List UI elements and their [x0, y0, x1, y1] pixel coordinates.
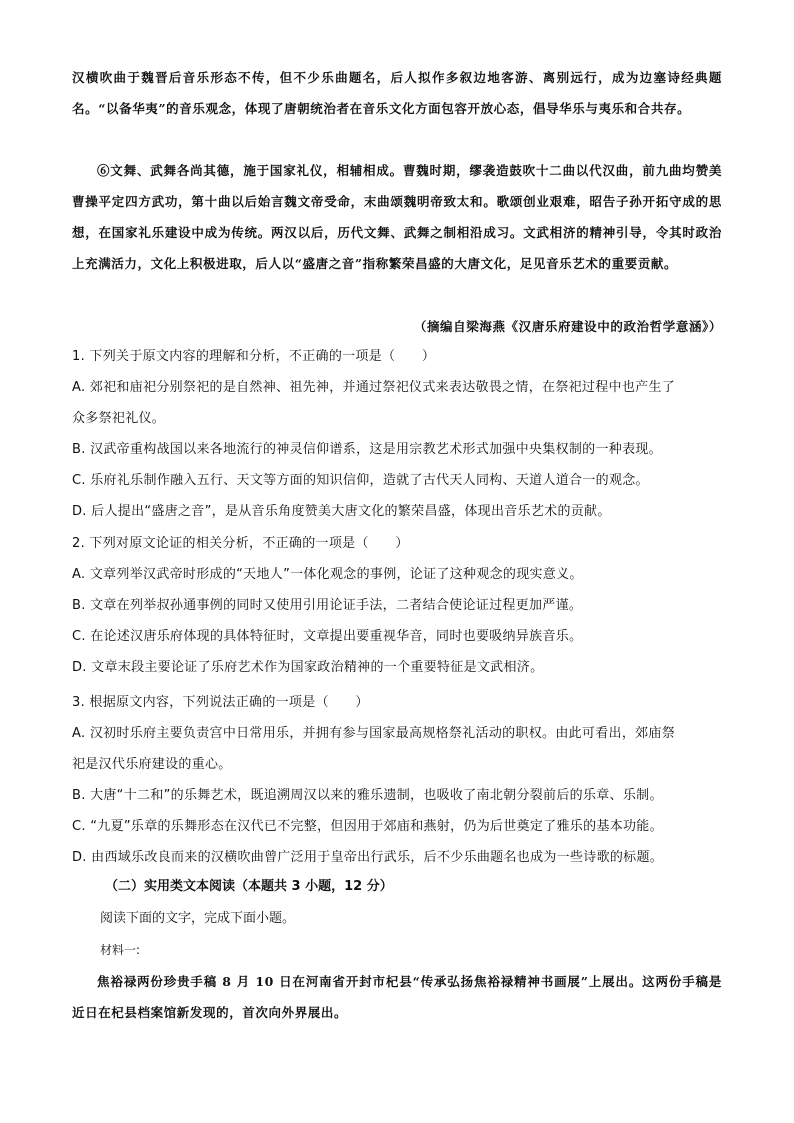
question-3	[72, 687, 722, 873]
question-2-option-c: C. 在论述汉唐乐府体现的具体特征时，文章提出要重视华音，同时也要吸纳异族音乐。	[72, 629, 583, 644]
passage-paragraph-continued: 汉横吹曲于魏晋后音乐形态不传，但不少乐曲题名，后人拟作多叙边地客游、离别远行，成为边塞诗经典题名。“以备华夷”的音乐观念，体现了唐朝统治者在音乐文化方面包容开放心态，倡导华乐与夷乐和合共存。	[72, 70, 722, 116]
question-2-stem: 2. 下列对原文论证的相关分析，不正确的一项是（ ）	[72, 536, 409, 551]
question-3-option-a-cont: 祀是汉代乐府建设的重心。	[72, 757, 232, 772]
passage-source: （摘编自梁海燕《汉唐乐府建设中的政治哲学意涵》）	[413, 319, 722, 334]
question-2-option-b: B. 文章在列举叔孙通事例的同时又使用引用论证手法，二者结合使论证过程更加严谨。	[72, 598, 583, 613]
question-1-option-d: D. 后人提出“盛唐之音”，是从音乐角度赞美大唐文化的繁荣昌盛，体现出音乐艺术的贡献。	[72, 504, 611, 519]
question-2-option-d: D. 文章末段主要论证了乐府艺术作为国家政治精神的一个重要特征是文武相济。	[72, 660, 544, 675]
question-1-option-a: A. 郊祀和庙祀分别祭祀的是自然神、祖先神，并通过祭祀仪式来表达敬畏之情，在祭祀过程中也产生了	[72, 380, 676, 395]
question-3-option-c: C. “九夏”乐章的乐舞形态在汉代已不完整，但因用于郊庙和燕射，仍为后世奠定了雅乐的基本功能。	[72, 819, 663, 834]
material-text: 焦裕禄两份珍贵手稿 8 月 10 日在河南省开封市杞县“传承弘扬焦裕禄精神书画展”上展出。这两份手稿是近日在杞县档案馆新发现的，首次向外界展出。	[72, 974, 722, 1020]
question-1-option-b: B. 汉武帝重构战国以来各地流行的神灵信仰谱系，这是用宗教艺术形式加强中央集权制的一种表现。	[72, 442, 662, 457]
question-1-option-a-cont: 众多祭祀礼仪。	[72, 411, 166, 426]
reading-instruction: 阅读下面的文字，完成下面小题。	[100, 911, 296, 926]
question-3-option-a: A. 汉初时乐府主要负责宫中日常用乐，并拥有参与国家最高规格祭礼活动的职权。由此可看出，郊庙祭	[72, 726, 676, 741]
question-3-stem: 3. 根据原文内容，下列说法正确的一项是（ ）	[72, 695, 369, 710]
section-heading: （二）实用类文本阅读（本题共 3 小题，12 分）	[105, 879, 393, 894]
question-3-option-d: D. 由西域乐改良而来的汉横吹曲曾广泛用于皇帝出行武乐，后不少乐曲题名也成为一些诗歌的标题。	[72, 850, 664, 865]
question-1	[72, 341, 722, 527]
question-2-option-a: A. 文章列举汉武帝时形成的“天地人”一体化观念的事例，论证了这种观念的现实意义。	[72, 567, 583, 582]
question-2	[72, 528, 722, 683]
question-1-option-c: C. 乐府礼乐制作融入五行、天文等方面的知识信仰，造就了古代天人同构、天道人道合一的观念。	[72, 473, 649, 488]
material-label: 材料一:	[100, 943, 141, 957]
passage-paragraph-6: ⑥文舞、武舞各尚其德，施于国家礼仪，相辅相成。曹魏时期，缪袭造鼓吹十二曲以代汉曲，前九曲均赞美曹操平定四方武功，第十曲以后始言魏文帝受命，末曲颂魏明帝致太和。歌颂创业艰难，昭告子孙开拓守成的思想，在国家礼乐建设中成为传统。两汉以后，历代文舞、武舞之制相沿成习。文武相济的精神引导，令其时政治上充满活力，文化上积极进取，后人以“盛唐之音”指称繁荣昌盛的大唐文化，足见音乐艺术的重要贡献。	[72, 163, 722, 271]
question-1-stem: 1. 下列关于原文内容的理解和分析，不正确的一项是（ ）	[72, 349, 436, 364]
question-3-option-b: B. 大唐“十二和”的乐舞艺术，既追溯周汉以来的雅乐遗制，也吸收了南北朝分裂前后的乐章、乐制。	[72, 788, 663, 803]
